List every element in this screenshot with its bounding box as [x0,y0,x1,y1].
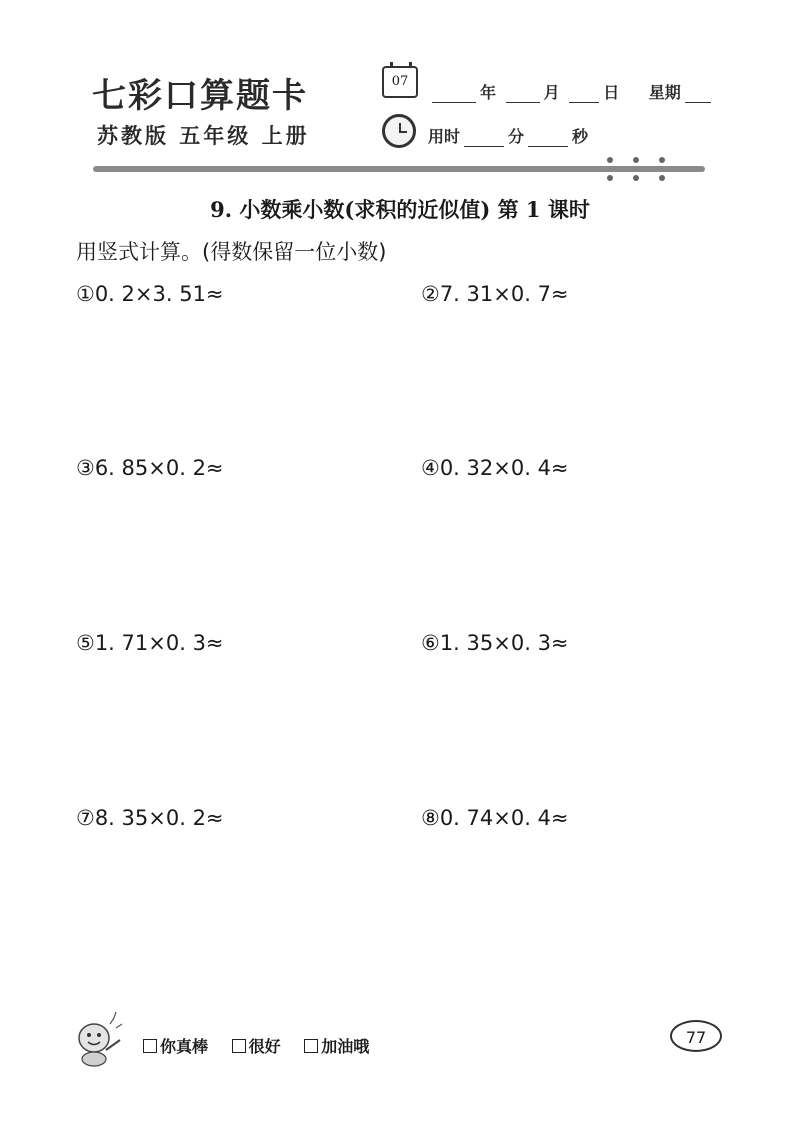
mascot-icon [70,1010,126,1068]
instruction-text: 用竖式计算。(得数保留一位小数) [76,240,387,264]
header [0,0,800,190]
minutes-blank[interactable] [464,132,504,147]
problem-4: ④0. 32×0. 4≈ [421,456,569,480]
divider-pin-icon [607,157,613,181]
brand-title: 七彩口算题卡 [92,76,308,116]
time-fields [428,124,588,147]
second-label: 秒 [572,127,589,146]
seconds-blank[interactable] [528,132,568,147]
checkbox-icon[interactable] [304,1039,318,1053]
time-used-label: 用时 [428,127,461,146]
rating-good-label: 很好 [248,1037,281,1056]
problem-8: ⑧0. 74×0. 4≈ [421,806,569,830]
rating-great[interactable] [143,1037,208,1056]
year-blank[interactable] [432,88,476,103]
rating-keep-going-label: 加油哦 [321,1037,370,1056]
calendar-number: 07 [391,74,409,89]
problem-3: ③6. 85×0. 2≈ [76,456,224,480]
date-fields [428,80,715,103]
day-label: 日 [603,83,620,102]
divider-pin-icon [659,157,665,181]
rating-good[interactable] [232,1037,281,1056]
problem-7: ⑦8. 35×0. 2≈ [76,806,224,830]
rating-options [143,1034,387,1057]
month-blank[interactable] [506,88,540,103]
calendar-icon [382,66,418,98]
header-divider [93,166,705,172]
weekday-label: 星期 [648,83,681,102]
lesson-title: 9. 小数乘小数(求积的近似值) 第 1 课时 [210,197,590,222]
edition-label: 苏教版 五年级 上册 [97,124,310,148]
checkbox-icon[interactable] [143,1039,157,1053]
weekday-blank[interactable] [685,88,711,103]
page-number: 77 [670,1020,722,1052]
rating-keep-going[interactable] [304,1037,369,1056]
day-blank[interactable] [569,88,599,103]
problem-6: ⑥1. 35×0. 3≈ [421,631,569,655]
rating-great-label: 你真棒 [160,1037,209,1056]
divider-pin-icon [633,157,639,181]
problem-1: ①0. 2×3. 51≈ [76,282,224,306]
clock-icon [382,114,416,148]
problem-2: ②7. 31×0. 7≈ [421,282,569,306]
minute-label: 分 [508,127,525,146]
month-label: 月 [543,83,560,102]
problem-5: ⑤1. 71×0. 3≈ [76,631,224,655]
year-label: 年 [480,83,497,102]
checkbox-icon[interactable] [232,1039,246,1053]
